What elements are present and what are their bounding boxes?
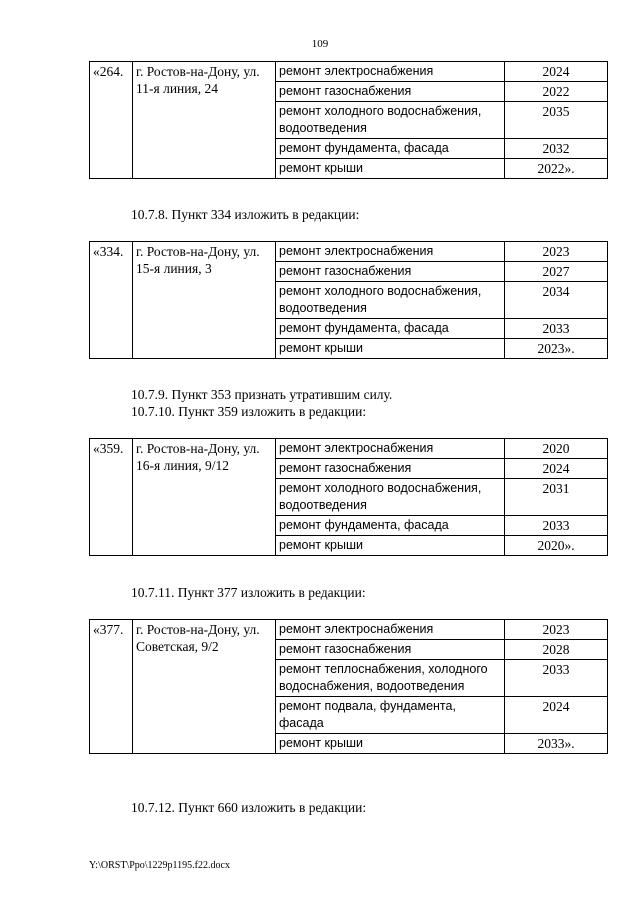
- work-year: 2023: [505, 242, 608, 262]
- item-table-377: [89, 619, 608, 754]
- work-year: 2024: [505, 459, 608, 479]
- page-number: 109: [311, 38, 329, 50]
- work-type: ремонт фундамента, фасада: [276, 319, 505, 339]
- work-year: 2020: [505, 439, 608, 459]
- work-year: 2022».: [505, 159, 608, 179]
- table-row: [90, 620, 608, 640]
- work-type: ремонт фундамента, фасада: [276, 516, 505, 536]
- work-year: 2024: [505, 697, 608, 734]
- item-table-264: [89, 61, 608, 179]
- work-type: ремонт теплоснабжения, холодного водоснабжения, водоотведения: [276, 660, 505, 697]
- work-year: 2024: [505, 62, 608, 82]
- work-year: 2031: [505, 479, 608, 516]
- work-type: ремонт холодного водоснабжения, водоотведения: [276, 282, 505, 319]
- paragraph-10-7-11: 10.7.11. Пункт 377 изложить в редакции:: [131, 585, 366, 600]
- work-type: ремонт холодного водоснабжения, водоотведения: [276, 102, 505, 139]
- work-type: ремонт холодного водоснабжения, водоотведения: [276, 479, 505, 516]
- work-year: 2027: [505, 262, 608, 282]
- table-row: [90, 242, 608, 262]
- work-year: 2020».: [505, 536, 608, 556]
- item-number: «264.: [90, 62, 133, 179]
- work-year: 2033».: [505, 734, 608, 754]
- item-table-359: [89, 438, 608, 556]
- item-number: «377.: [90, 620, 133, 754]
- work-type: ремонт газоснабжения: [276, 262, 505, 282]
- work-year: 2032: [505, 139, 608, 159]
- item-address: г. Ростов-на-Дону, ул. Советская, 9/2: [133, 620, 276, 754]
- work-year: 2033: [505, 660, 608, 697]
- work-type: ремонт электроснабжения: [276, 439, 505, 459]
- file-path-footer: Y:\ORST\Ppo\1229p1195.f22.docx: [89, 860, 230, 871]
- item-number: «359.: [90, 439, 133, 556]
- work-year: 2023: [505, 620, 608, 640]
- table-row: [90, 62, 608, 82]
- paragraph-10-7-9: 10.7.9. Пункт 353 признать утратившим силу.: [131, 387, 393, 402]
- item-address: г. Ростов-на-Дону, ул. 15-я линия, 3: [133, 242, 276, 359]
- item-number: «334.: [90, 242, 133, 359]
- work-year: 2035: [505, 102, 608, 139]
- work-type: ремонт крыши: [276, 159, 505, 179]
- work-type: ремонт электроснабжения: [276, 620, 505, 640]
- work-year: 2033: [505, 516, 608, 536]
- work-type: ремонт крыши: [276, 734, 505, 754]
- work-type: ремонт крыши: [276, 536, 505, 556]
- item-address: г. Ростов-на-Дону, ул. 16-я линия, 9/12: [133, 439, 276, 556]
- work-year: 2028: [505, 640, 608, 660]
- work-type: ремонт газоснабжения: [276, 640, 505, 660]
- item-address: г. Ростов-на-Дону, ул. 11-я линия, 24: [133, 62, 276, 179]
- work-year: 2023».: [505, 339, 608, 359]
- work-type: ремонт подвала, фундамента, фасада: [276, 697, 505, 734]
- work-type: ремонт электроснабжения: [276, 242, 505, 262]
- table-row: [90, 439, 608, 459]
- work-type: ремонт газоснабжения: [276, 82, 505, 102]
- work-type: ремонт электроснабжения: [276, 62, 505, 82]
- paragraph-10-7-10: 10.7.10. Пункт 359 изложить в редакции:: [131, 404, 367, 419]
- work-type: ремонт крыши: [276, 339, 505, 359]
- work-year: 2022: [505, 82, 608, 102]
- work-type: ремонт газоснабжения: [276, 459, 505, 479]
- work-year: 2034: [505, 282, 608, 319]
- work-year: 2033: [505, 319, 608, 339]
- item-table-334: [89, 241, 608, 359]
- paragraph-10-7-8: 10.7.8. Пункт 334 изложить в редакции:: [131, 207, 360, 222]
- paragraph-10-7-12: 10.7.12. Пункт 660 изложить в редакции:: [131, 800, 367, 815]
- work-type: ремонт фундамента, фасада: [276, 139, 505, 159]
